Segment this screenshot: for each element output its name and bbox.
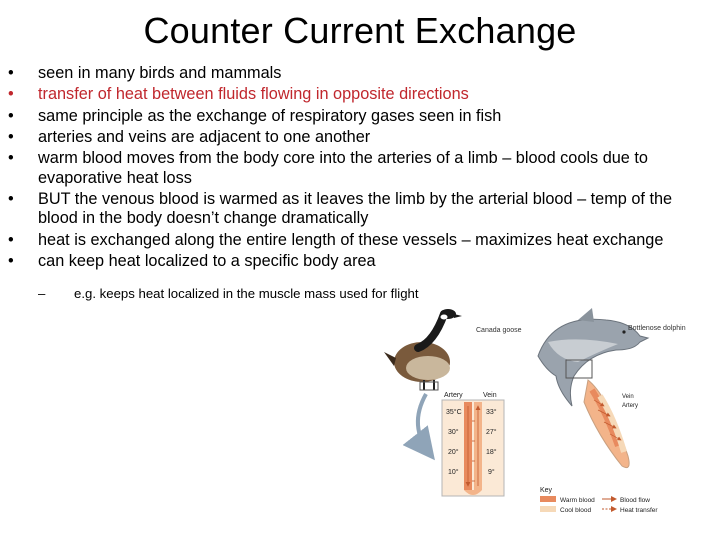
zoom-arrow-icon	[418, 394, 430, 454]
bullet-item: • same principle as the exchange of respiratory gases seen in fish	[8, 107, 713, 127]
figure-svg	[378, 306, 698, 522]
slide-title: Counter Current Exchange	[143, 10, 577, 51]
vein-temp: 27°	[486, 429, 497, 436]
bullet-item: • seen in many birds and mammals	[8, 64, 713, 84]
countercurrent-figure	[378, 306, 698, 522]
key-label: Warm blood	[560, 497, 595, 504]
sub-bullet-dash: –	[38, 286, 46, 301]
bullet-item: • warm blood moves from the body core into the arteries of a limb – blood cools due to evaporative heat loss	[8, 149, 713, 188]
artery-label: Artery	[444, 392, 463, 399]
bullet-item: • can keep heat localized to a specific body area	[8, 252, 713, 272]
artery-temp: 10°	[448, 469, 459, 476]
goose-label: Canada goose	[476, 327, 522, 334]
bullet-item: • BUT the venous blood is warmed as it leaves the limb by the arterial blood – temp of the blood in the body doesn’t change dramatically	[8, 190, 713, 229]
vein-temp: 33°	[486, 409, 497, 416]
artery-temp: 20°	[448, 449, 459, 456]
artery-temp: 35°C	[446, 409, 462, 416]
bullet-item: • heat is exchanged along the entire length of these vessels – maximizes heat exchange	[8, 231, 713, 251]
sub-bullet-text: e.g. keeps heat localized in the muscle mass used for flight	[74, 286, 419, 301]
bullet-item: • arteries and veins are adjacent to one another	[8, 128, 713, 148]
bullet-list	[8, 64, 713, 273]
dolphin-vein-label: Vein	[622, 394, 634, 400]
dolphin-label: Bottlenose dolphin	[628, 325, 686, 332]
key-label: Cool blood	[560, 507, 592, 514]
warm-blood-swatch	[540, 496, 556, 502]
key-title: Key	[540, 487, 553, 494]
sub-bullet	[38, 286, 419, 301]
cool-blood-swatch	[540, 506, 556, 512]
bullet-item-emphasis: • transfer of heat between fluids flowing in opposite directions	[8, 85, 713, 105]
artery-temp: 30°	[448, 429, 459, 436]
vein-temp: 18°	[486, 449, 497, 456]
dolphin-artery-label: Artery	[622, 403, 639, 409]
key-label: Heat transfer	[620, 507, 658, 514]
key-label: Blood flow	[620, 497, 650, 504]
vein-temp: 9°	[488, 469, 495, 476]
goose-illustration	[384, 309, 462, 390]
vein-label: Vein	[483, 392, 497, 399]
